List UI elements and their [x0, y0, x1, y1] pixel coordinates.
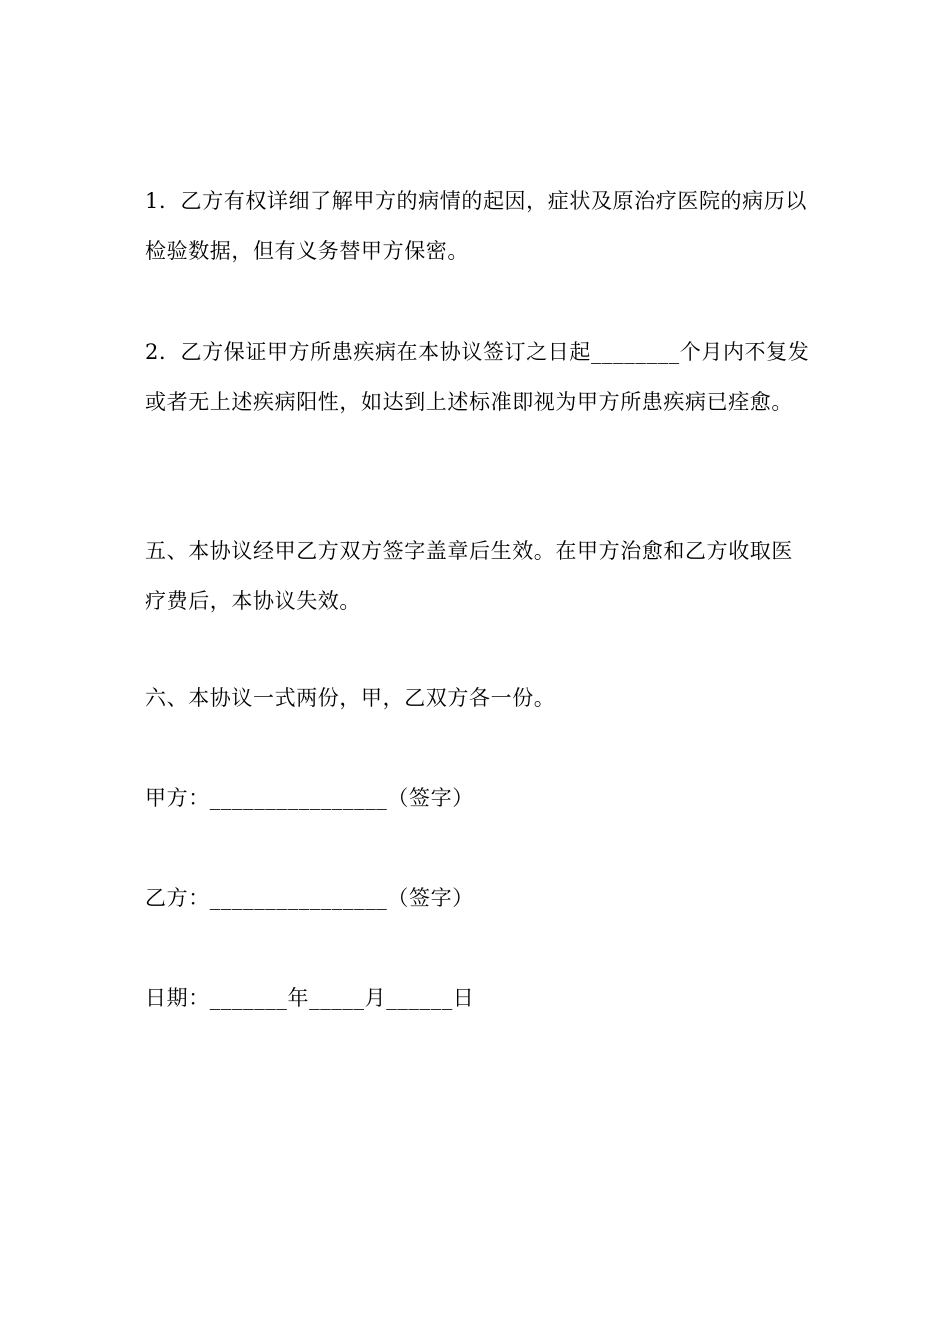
party-b-signature-line: 乙方：________________（签字） — [145, 886, 474, 910]
clause-5-paragraph: 五、本协议经甲乙方双方签字盖章后生效。在甲方治愈和乙方收取医疗费后，本协议失效。 — [145, 539, 793, 613]
date-line: 日期：_______年_____月______日 — [145, 986, 475, 1010]
clause-6-paragraph: 六、本协议一式两份，甲，乙双方各一份。 — [145, 686, 556, 710]
party-a-signature-line: 甲方：________________（签字） — [145, 786, 474, 810]
clause-1-paragraph: 1．乙方有权详细了解甲方的病情的起因，症状及原治疗医院的病历以检验数据，但有义务替甲方保密。 — [145, 189, 807, 263]
clause-2-paragraph: 2．乙方保证甲方所患疾病在本协议签订之日起________个月内不复发或者无上述疾病阳性，如达到上述标准即视为甲方所患疾病已痊愈。 — [145, 340, 810, 414]
